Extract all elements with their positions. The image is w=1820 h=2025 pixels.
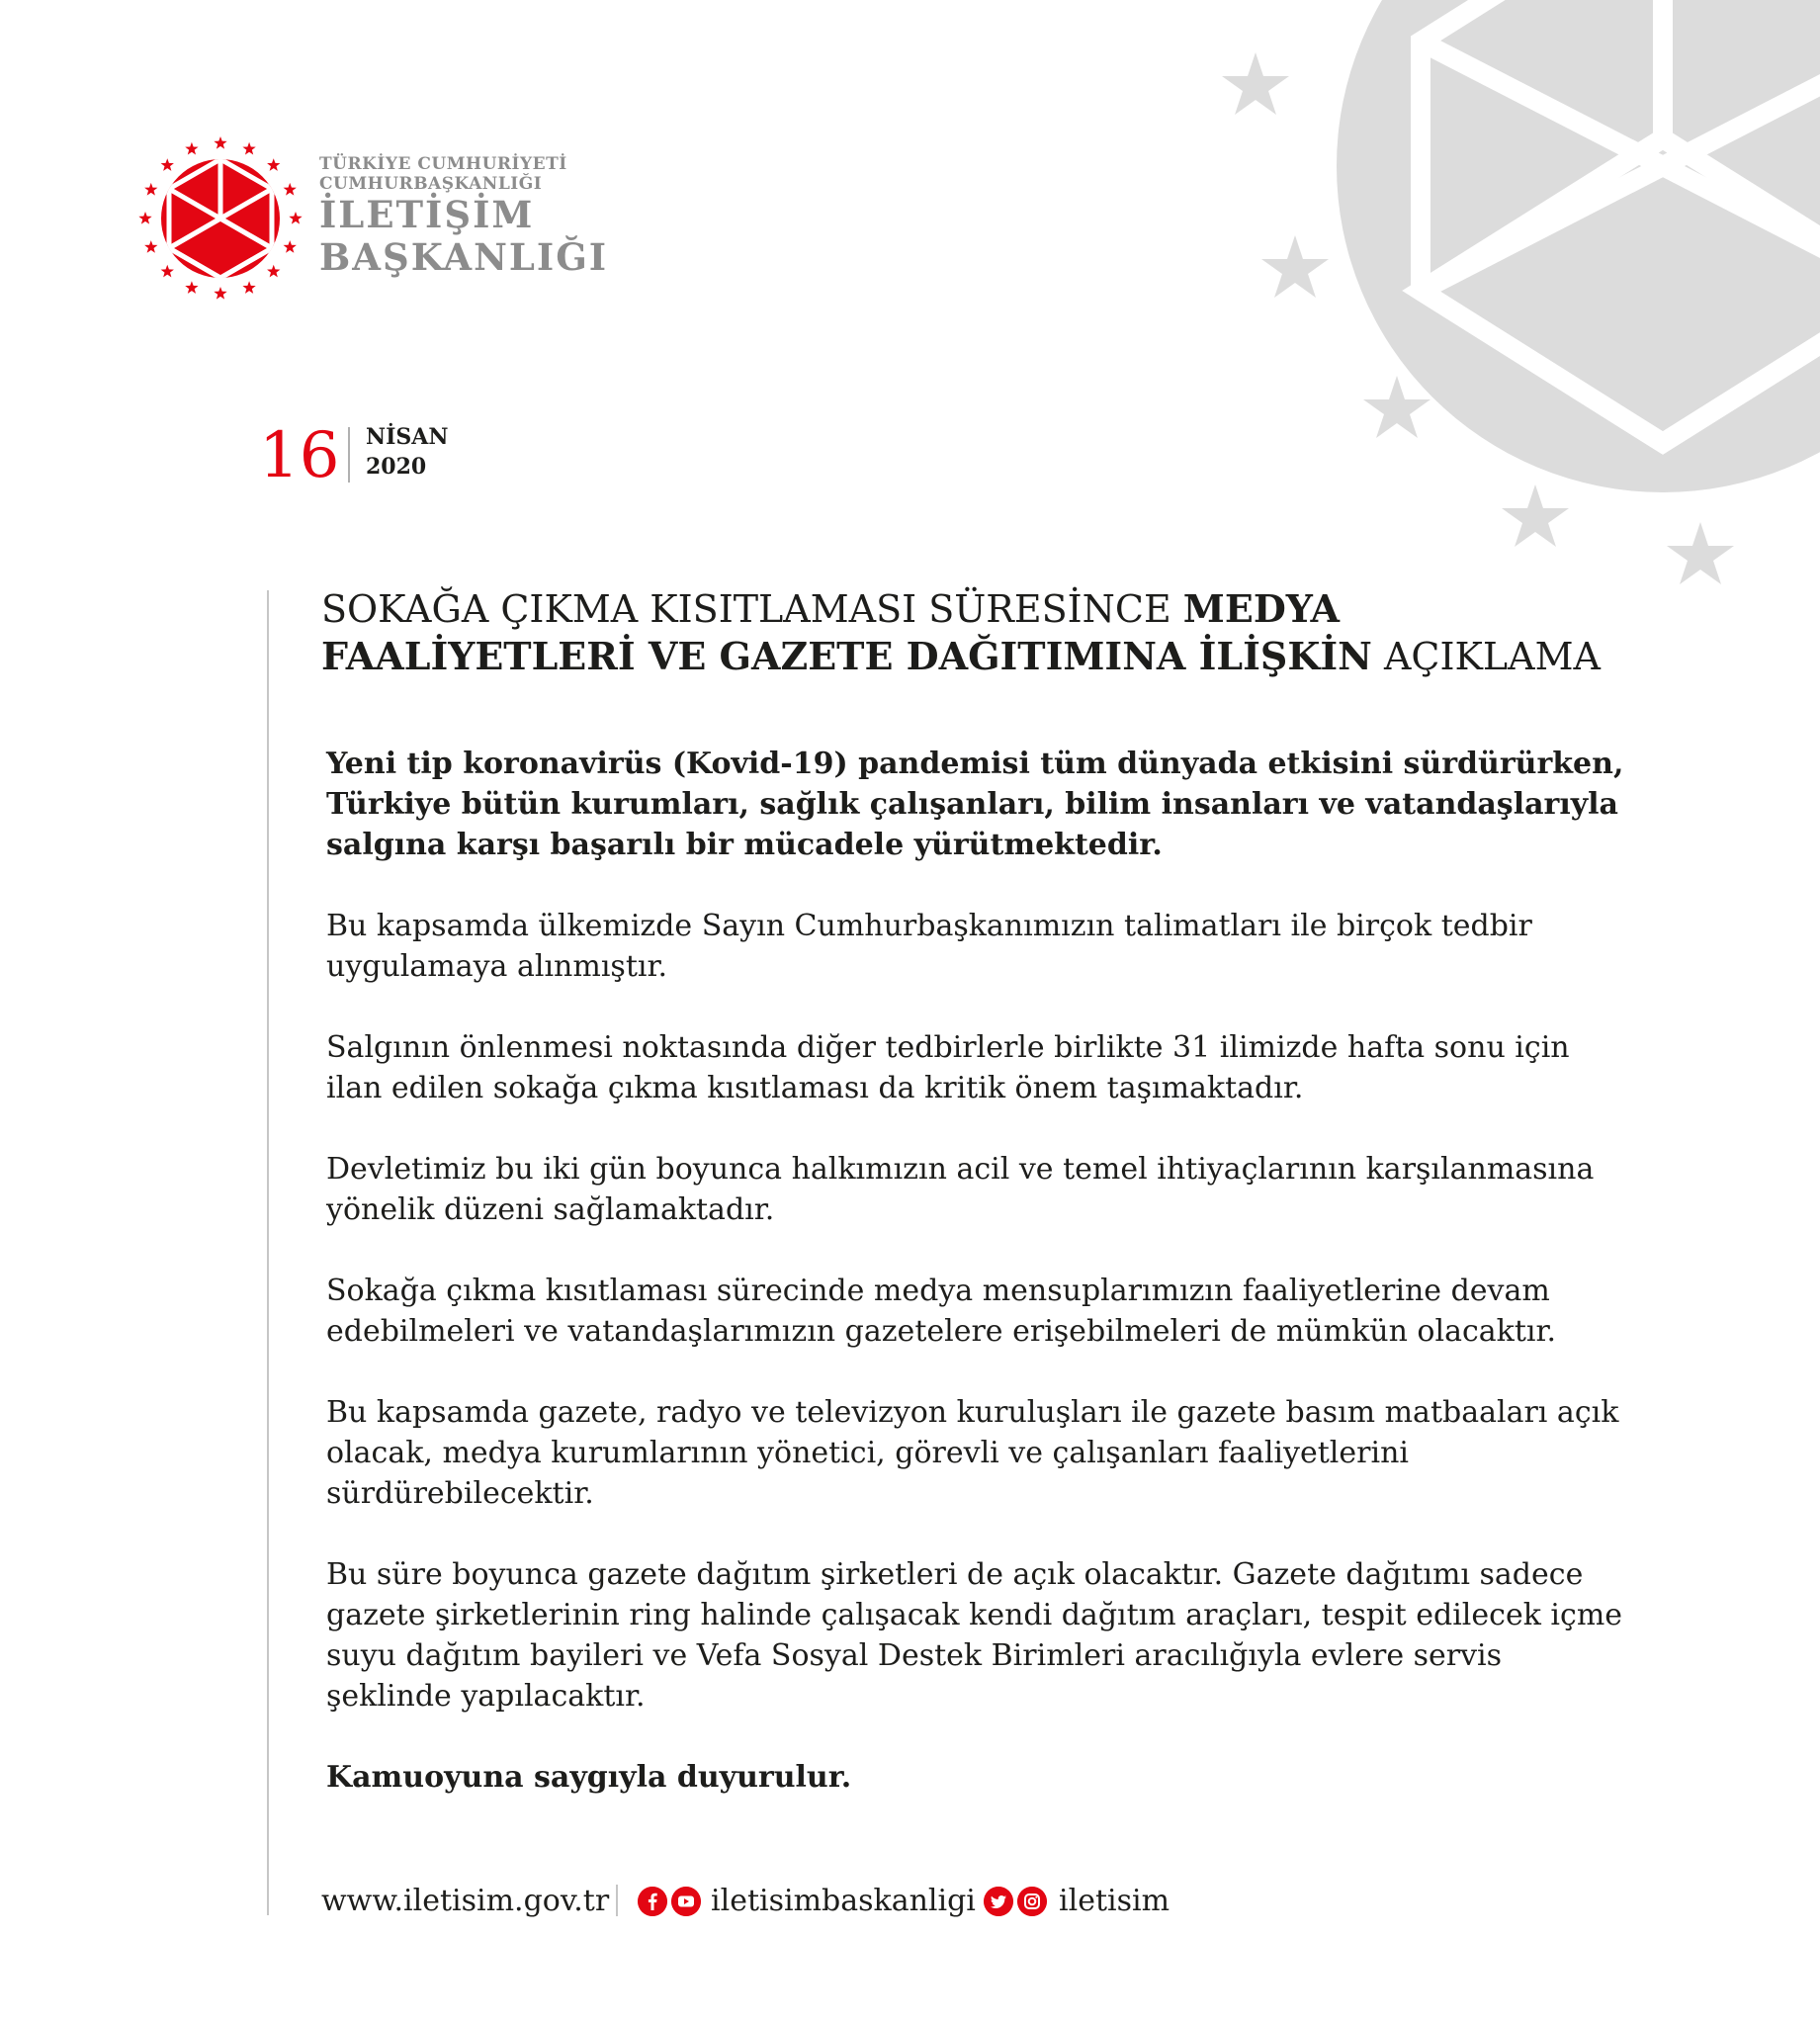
paragraph: Devletimiz bu iki gün boyunca halkımızın acil ve temel ihtiyaçlarının karşılanmasına yönelik düzeni sağlamaktadır. — [326, 1152, 1595, 1227]
title-bold2: FAALİYETLERİ VE GAZETE DAĞITIMINA İLİŞKİN — [321, 634, 1372, 678]
emblem-star-icon — [185, 142, 198, 155]
emblem-star-icon — [267, 158, 280, 171]
title-part1: SOKAĞA ÇIKMA KISITLAMASI SÜRESİNCE — [321, 587, 1183, 631]
org-name-line1: TÜRKİYE CUMHURİYETİ — [319, 154, 567, 174]
emblem-star-icon — [144, 240, 157, 253]
org-name-line3: İLETİŞİM — [319, 193, 535, 236]
footer-divider — [616, 1885, 618, 1916]
social-handle-link[interactable]: iletisimbaskanligi — [711, 1884, 976, 1918]
paragraph-intro: Yeni tip koronavirüs (Kovid-19) pandemisi tüm dünyada etkisini sürdürürken, Türkiye bütün kurumları, sağlık çalışanları, bilim insanları ve vatandaşlarıyla salgına karşı başarılı bir mücadele yürütmektedir. — [326, 747, 1624, 862]
title-bold1: MEDYA — [1182, 586, 1340, 631]
emblem-star-icon — [144, 183, 157, 196]
paragraph: Bu kapsamda ülkemizde Sayın Cumhurbaşkanımızın talimatları ile birçok tedbir uygulamaya alınmıştır. — [326, 909, 1532, 984]
emblem-star-icon — [242, 281, 255, 294]
emblem-star-icon — [161, 158, 174, 171]
paragraph-closing: Kamuoyuna saygıyla duyurulur. — [326, 1760, 852, 1795]
left-vertical-rule — [267, 590, 269, 1915]
document-title — [321, 585, 1626, 680]
title-part2: AÇIKLAMA — [1371, 635, 1601, 678]
emblem-star-icon — [289, 212, 302, 224]
facebook-icon[interactable] — [638, 1887, 667, 1916]
date-day: 16 — [259, 419, 340, 492]
social-handle-link[interactable]: iletisim — [1059, 1884, 1170, 1918]
org-name-line2: CUMHURBAŞKANLIĞI — [319, 174, 543, 194]
emblem-star-icon — [284, 240, 297, 253]
emblem-star-icon — [214, 136, 226, 149]
org-logo — [136, 134, 1085, 303]
paragraph: Bu kapsamda gazete, radyo ve televizyon kuruluşları ile gazete basım matbaaları açık olacak, medya kurumlarının yönetici, görevli ve çalışanları faaliyetlerini sürdürebilecektir. — [326, 1395, 1619, 1511]
org-name-line4: BAŞKANLIĞI — [319, 235, 609, 279]
instagram-icon[interactable] — [1017, 1887, 1047, 1916]
paragraph: Sokağa çıkma kısıtlaması sürecinde medya mensuplarımızın faaliyetlerine devam edebilmeleri ve vatandaşlarımızın gazetelere erişebilmeleri de mümkün olacaktır. — [326, 1274, 1557, 1349]
twitter-icon[interactable] — [984, 1887, 1013, 1916]
presidency-emblem-icon — [136, 134, 304, 303]
emblem-star-icon — [138, 212, 151, 224]
date-year: 2020 — [366, 454, 427, 480]
date-divider — [348, 427, 350, 483]
youtube-icon[interactable] — [671, 1887, 701, 1916]
paragraph: Salgının önlenmesi noktasında diğer tedbirlerle birlikte 31 ilimizde hafta sonu için ilan edilen sokağa çıkma kısıtlaması da kritik önem taşımaktadır. — [326, 1030, 1570, 1105]
watermark-emblem — [1186, 0, 1820, 593]
emblem-star-icon — [185, 281, 198, 294]
paragraph: Bu süre boyunca gazete dağıtım şirketleri de açık olacaktır. Gazete dağıtımı sadece gazete şirketlerinin ring halinde çalışacak kendi dağıtım araçları, tespit edilecek içme suyu dağıtım bayileri ve Vefa Sosyal Destek Birimleri aracılığıyla evlere servis şeklinde yapılacaktır. — [326, 1557, 1623, 1714]
emblem-star-icon — [267, 265, 280, 278]
document-body — [326, 744, 1631, 1838]
emblem-star-icon — [242, 142, 255, 155]
emblem-star-icon — [214, 287, 226, 300]
website-link[interactable]: www.iletisim.gov.tr — [321, 1884, 610, 1918]
emblem-star-icon — [284, 183, 297, 196]
emblem-star-icon — [161, 265, 174, 278]
date-month: NİSAN — [366, 424, 449, 450]
